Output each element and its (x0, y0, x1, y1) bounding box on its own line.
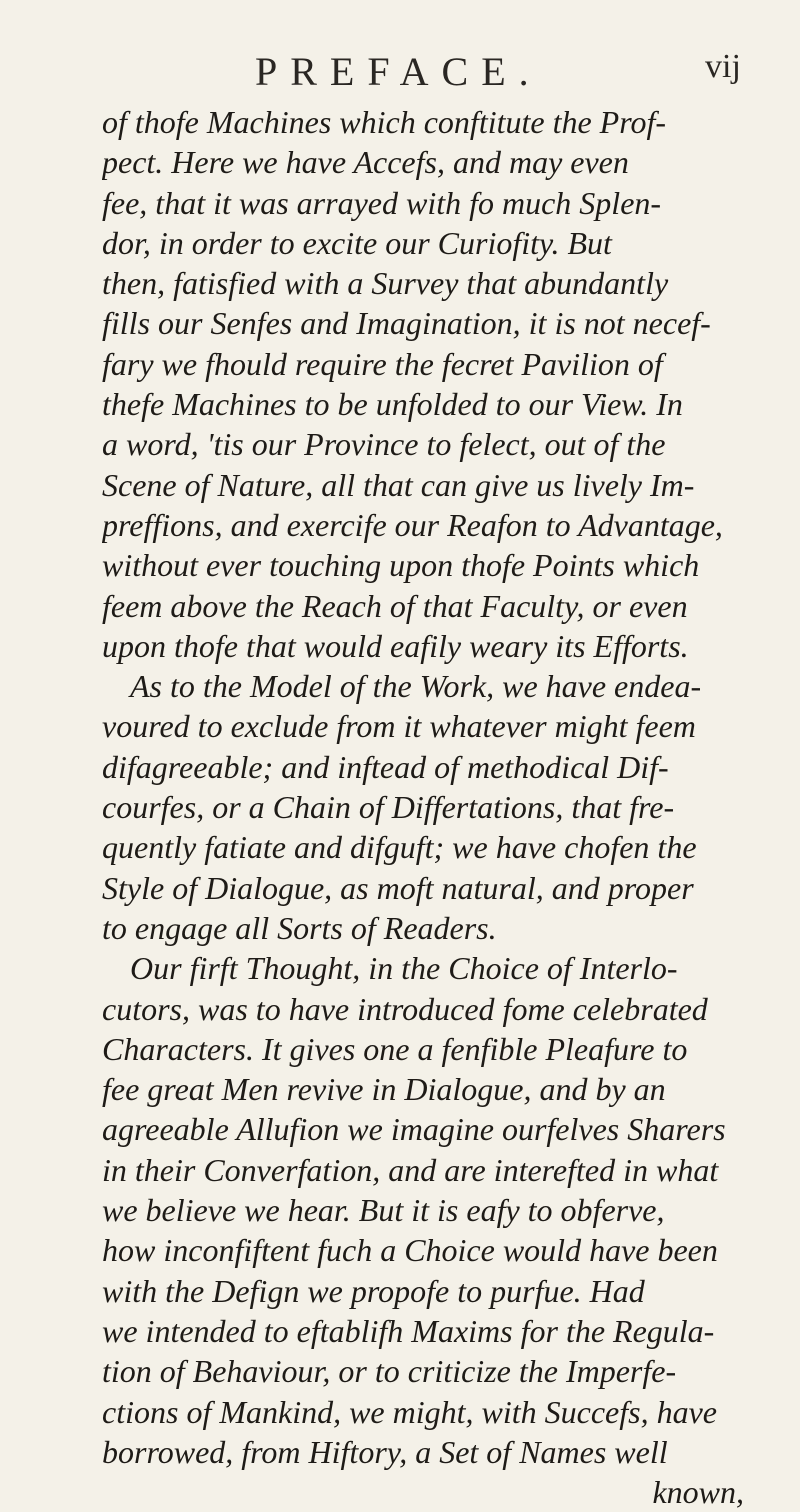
text-line: without ever touching upon thofe Points which (102, 547, 700, 584)
text-line: thefe Machines to be unfolded to our View. In (102, 386, 683, 423)
text-line: cutors, was to have introduced fome celebrated (102, 990, 708, 1027)
text-line: upon thofe that would eafily weary its Efforts. (102, 627, 689, 664)
text-line: ctions of Mankind, we might, with Succefs, have (102, 1393, 717, 1430)
text-line: difagreeable; and inftead of methodical Dif- (102, 748, 669, 785)
body-text (102, 102, 752, 1512)
text-line: Style of Dialogue, as moft natural, and proper (102, 869, 694, 906)
text-line: Scene of Nature, all that can give us lively Im- (102, 466, 695, 503)
text-line: fee great Men revive in Dialogue, and by an (102, 1071, 666, 1108)
paragraph-start-line: As to the Model of the Work, we have endea- (130, 668, 702, 705)
text-line: fills our Senfes and Imagination, it is not necef- (102, 305, 711, 342)
paragraph-start-line: Our firft Thought, in the Choice of Interlo- (130, 950, 678, 987)
page-number: vij (705, 48, 741, 85)
text-line: we intended to eftablifh Maxims for the Regula- (102, 1312, 715, 1349)
text-line: courfes, or a Chain of Differtations, that fre- (102, 789, 675, 826)
text-line: feem above the Reach of that Faculty, or even (102, 587, 688, 624)
catchword: known, (652, 1474, 744, 1511)
text-line: voured to exclude from it whatever might feem (102, 708, 696, 745)
text-line: borrowed, from Hiftory, a Set of Names well (102, 1433, 668, 1470)
text-line: with the Defign we propofe to purfue. Had (102, 1272, 645, 1309)
text-line: fary we fhould require the fecret Pavilion of (102, 345, 663, 382)
text-line: to engage all Sorts of Readers. (102, 909, 497, 946)
text-line: in their Converfation, and are interefted in what (102, 1151, 719, 1188)
text-line: pect. Here we have Accefs, and may even (102, 144, 629, 181)
text-line: preffions, and exercife our Reafon to Advantage, (102, 506, 723, 543)
text-line: we believe we hear. But it is eafy to obferve, (102, 1192, 665, 1229)
text-line: how inconfiftent fuch a Choice would have been (102, 1232, 718, 1269)
text-line: of thofe Machines which conftitute the Prof- (102, 104, 667, 140)
text-line: then, fatisfied with a Survey that abundantly (102, 265, 669, 302)
text-line: Characters. It gives one a fenfible Pleafure to (102, 1030, 688, 1067)
text-line: dor, in order to excite our Curiofity. But (102, 224, 612, 261)
text-line: tion of Behaviour, or to criticize the Imperfe- (102, 1353, 677, 1390)
text-line: fee, that it was arrayed with fo much Splen- (102, 184, 662, 221)
running-head: PREFACE. (255, 49, 542, 94)
text-line: a word, 'tis our Province to felect, out of the (102, 426, 666, 463)
text-line: quently fatiate and difguft; we have chofen the (102, 829, 697, 866)
text-line: agreeable Allufion we imagine ourfelves Sharers (102, 1111, 726, 1148)
